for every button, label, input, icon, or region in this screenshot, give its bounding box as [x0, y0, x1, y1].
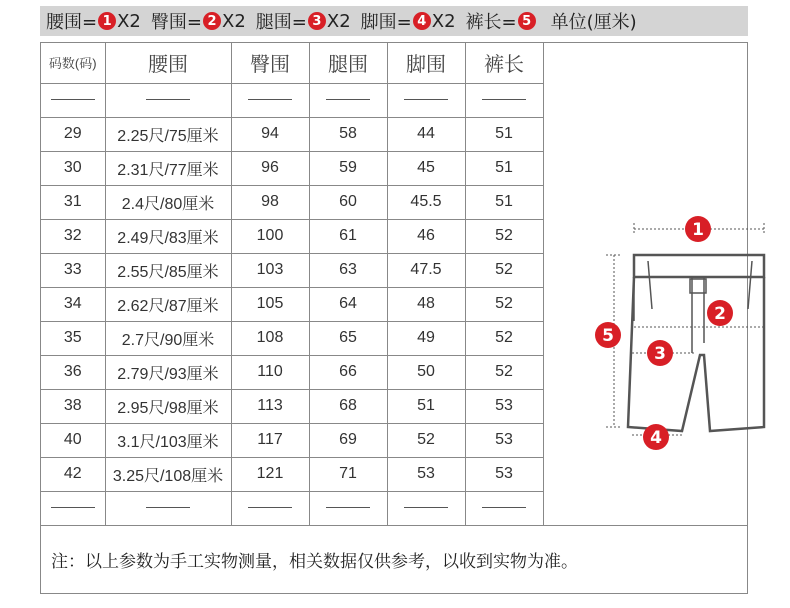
dash-line: [248, 99, 292, 100]
table-cell: 44: [387, 117, 465, 151]
dash-line: [404, 99, 448, 100]
table-cell: 103: [231, 253, 309, 287]
table-cell: 108: [231, 321, 309, 355]
table-cell: 36: [41, 355, 105, 389]
table-row: [41, 117, 543, 151]
table-cell: 2.95尺/98厘米: [105, 389, 231, 423]
table-cell: 51: [465, 151, 543, 185]
table-cell: 52: [465, 219, 543, 253]
dash-line: [482, 507, 526, 508]
dash-line: [146, 507, 190, 508]
size-chart-frame: [40, 42, 748, 594]
size-formula-bar: [40, 6, 748, 36]
table-row: [41, 389, 543, 423]
placeholder-cell: [231, 83, 309, 117]
table-cell: 65: [309, 321, 387, 355]
table-cell: 35: [41, 321, 105, 355]
placeholder-cell: [231, 491, 309, 525]
thigh-multiplier: X2: [326, 10, 351, 32]
table-cell: 59: [309, 151, 387, 185]
marker-2: [707, 300, 733, 326]
table-cell: 64: [309, 287, 387, 321]
table-cell: 52: [465, 253, 543, 287]
marker-5-icon: 5: [518, 12, 536, 30]
table-cell: 52: [387, 423, 465, 457]
placeholder-cell: [105, 491, 231, 525]
thigh-formula: [256, 8, 361, 34]
thigh-formula-label: 腿围=: [255, 12, 307, 33]
table-cell: 50: [387, 355, 465, 389]
placeholder-cell: [465, 83, 543, 117]
table-cell: 2.25尺/75厘米: [105, 117, 231, 151]
hem-multiplier: X2: [431, 10, 456, 32]
placeholder-cell: [41, 83, 105, 117]
table-header-row: [41, 43, 543, 83]
dash-line: [146, 99, 190, 100]
placeholder-cell: [387, 83, 465, 117]
waist-multiplier: X2: [117, 10, 141, 32]
marker-4-number: 4: [650, 428, 662, 448]
table-cell: 2.62尺/87厘米: [105, 287, 231, 321]
table-cell: 38: [41, 389, 105, 423]
table-cell: 53: [465, 423, 543, 457]
marker-1: [685, 216, 711, 242]
table-row: [41, 287, 543, 321]
hip-formula-label: 臀围=: [150, 12, 202, 33]
note-text: 注：以上参数为手工实物测量，相关数据仅供参考，以收到实物为准。: [51, 552, 578, 572]
placeholder-row: [41, 491, 543, 525]
table-cell: 2.49尺/83厘米: [105, 219, 231, 253]
column-header: 码数(码): [41, 43, 105, 83]
marker-5-number: 5: [602, 326, 614, 346]
placeholder-cell: [465, 491, 543, 525]
table-row: [41, 355, 543, 389]
table-cell: 53: [465, 457, 543, 491]
table-cell: 49: [387, 321, 465, 355]
dash-line: [404, 507, 448, 508]
table-cell: 45.5: [387, 185, 465, 219]
size-table: [41, 43, 544, 526]
table-cell: 100: [231, 219, 309, 253]
column-header: 脚围: [387, 43, 465, 83]
measurement-note: [41, 525, 747, 593]
hip-multiplier: X2: [221, 10, 246, 32]
table-cell: 110: [231, 355, 309, 389]
column-header: 腿围: [309, 43, 387, 83]
table-row: [41, 321, 543, 355]
placeholder-cell: [387, 491, 465, 525]
table-cell: 113: [231, 389, 309, 423]
shorts-measurement-diagram: [586, 203, 776, 463]
hem-formula: [361, 8, 466, 34]
table-cell: 2.55尺/85厘米: [105, 253, 231, 287]
table-cell: 3.25尺/108厘米: [105, 457, 231, 491]
marker-3-number: 3: [654, 344, 666, 364]
length-formula: [466, 8, 637, 34]
unit-label: 单位(厘米): [550, 12, 637, 33]
placeholder-cell: [309, 491, 387, 525]
column-header: 臀围: [231, 43, 309, 83]
table-cell: 40: [41, 423, 105, 457]
table-row: [41, 185, 543, 219]
placeholder-cell: [41, 491, 105, 525]
table-cell: 117: [231, 423, 309, 457]
hip-formula: [151, 8, 256, 34]
table-cell: 68: [309, 389, 387, 423]
table-cell: 69: [309, 423, 387, 457]
table-cell: 96: [231, 151, 309, 185]
placeholder-row: [41, 83, 543, 117]
size-rows: [41, 117, 543, 491]
table-cell: 3.1尺/103厘米: [105, 423, 231, 457]
table-cell: 51: [465, 117, 543, 151]
table-cell: 34: [41, 287, 105, 321]
marker-5: [595, 322, 621, 348]
table-cell: 33: [41, 253, 105, 287]
table-cell: 63: [309, 253, 387, 287]
table-cell: 52: [465, 355, 543, 389]
table-cell: 2.4尺/80厘米: [105, 185, 231, 219]
table-cell: 45: [387, 151, 465, 185]
table-row: [41, 151, 543, 185]
table-cell: 98: [231, 185, 309, 219]
marker-2-number: 2: [714, 304, 726, 324]
table-cell: 51: [387, 389, 465, 423]
table-cell: 51: [465, 185, 543, 219]
table-cell: 2.79尺/93厘米: [105, 355, 231, 389]
marker-3-icon: 3: [308, 12, 326, 30]
table-row: [41, 253, 543, 287]
marker-1-number: 1: [692, 220, 704, 240]
table-cell: 61: [309, 219, 387, 253]
table-cell: 121: [231, 457, 309, 491]
table-cell: 47.5: [387, 253, 465, 287]
table-cell: 32: [41, 219, 105, 253]
table-cell: 105: [231, 287, 309, 321]
marker-1-icon: 1: [98, 12, 116, 30]
column-header: 裤长: [465, 43, 543, 83]
table-cell: 53: [465, 389, 543, 423]
marker-3: [647, 340, 673, 366]
placeholder-cell: [309, 83, 387, 117]
table-row: [41, 457, 543, 491]
dash-line: [326, 99, 370, 100]
table-cell: 48: [387, 287, 465, 321]
table-cell: 31: [41, 185, 105, 219]
hem-formula-label: 脚围=: [360, 12, 412, 33]
column-header: 腰围: [105, 43, 231, 83]
dash-line: [482, 99, 526, 100]
table-cell: 71: [309, 457, 387, 491]
marker-4: [643, 424, 669, 450]
table-cell: 94: [231, 117, 309, 151]
waist-formula: [46, 8, 151, 34]
waist-formula-label: 腰围=: [46, 12, 98, 33]
shorts-outline-icon: [628, 255, 764, 431]
dash-line: [326, 507, 370, 508]
table-row: [41, 219, 543, 253]
table-cell: 46: [387, 219, 465, 253]
table-cell: 58: [309, 117, 387, 151]
table-row: [41, 423, 543, 457]
table-cell: 66: [309, 355, 387, 389]
table-cell: 30: [41, 151, 105, 185]
table-cell: 2.31尺/77厘米: [105, 151, 231, 185]
dash-line: [51, 99, 95, 100]
marker-2-icon: 2: [203, 12, 221, 30]
table-cell: 60: [309, 185, 387, 219]
table-cell: 53: [387, 457, 465, 491]
placeholder-cell: [105, 83, 231, 117]
table-cell: 52: [465, 287, 543, 321]
length-formula-label: 裤长=: [465, 12, 517, 33]
dash-line: [248, 507, 292, 508]
dash-line: [51, 507, 95, 508]
table-cell: 52: [465, 321, 543, 355]
marker-4-icon: 4: [413, 12, 431, 30]
table-cell: 2.7尺/90厘米: [105, 321, 231, 355]
table-cell: 29: [41, 117, 105, 151]
table-cell: 42: [41, 457, 105, 491]
